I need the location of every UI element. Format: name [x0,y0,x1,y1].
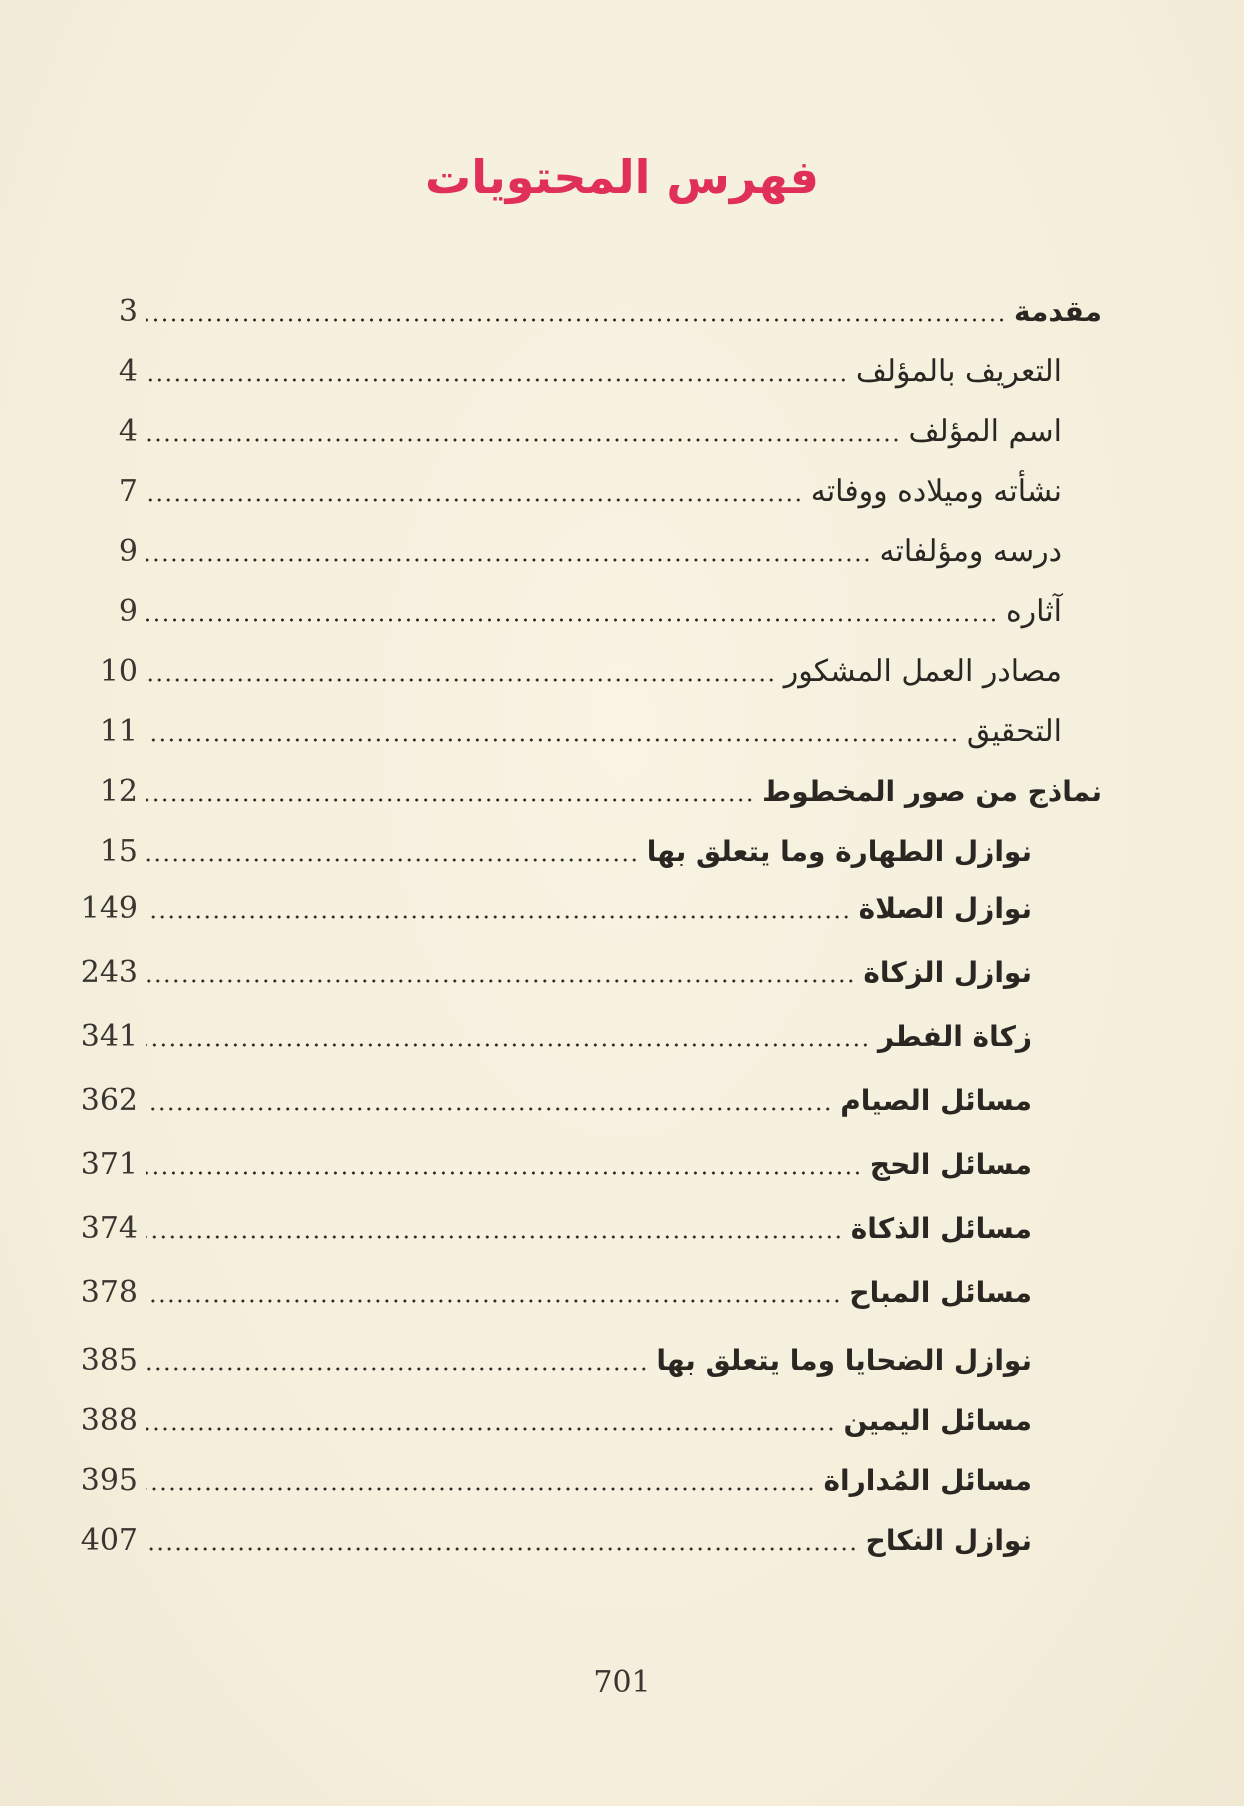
toc-entry [0,949,1244,997]
toc-entry-page-number: 7 [118,474,138,509]
toc-entry-page-number: 407 [80,1523,138,1558]
toc-dot-leader [146,678,776,682]
toc-entry-page-number: 385 [80,1343,138,1378]
toc-entry-page-number: 374 [80,1211,138,1246]
page-folio-number: 701 [593,1665,651,1700]
toc-entry-page-number: 12 [99,774,138,809]
toc-entry [0,528,1244,576]
toc-dot-leader [146,558,871,562]
toc-entry-page-number: 378 [80,1275,138,1310]
toc-entry [0,648,1244,696]
toc-entry-page-number: 388 [80,1403,138,1438]
toc-entry-title: مسائل الصيام [840,1084,1032,1117]
toc-entry-title: آثاره [1005,594,1062,629]
toc-entry-page-number: 371 [80,1147,138,1182]
toc-entry [0,588,1244,636]
toc-dot-leader [146,1043,870,1047]
toc-entry-title: مصادر العمل المشكور [783,654,1062,689]
toc-entry [0,468,1244,516]
toc-dot-leader [146,1547,858,1551]
toc-entry [0,1205,1244,1253]
toc-dot-leader [146,498,803,502]
toc-entry-title: نوازل الطهارة وما يتعلق بها [646,835,1032,868]
toc-entry [0,1457,1244,1505]
toc-dot-leader [146,1487,816,1491]
toc-entry-page-number: 3 [118,294,138,329]
toc-entry-page-number: 11 [99,714,138,749]
toc-entry [0,828,1244,876]
toc-dot-leader [146,438,901,442]
toc-dot-leader [146,979,855,983]
toc-entry-title: نماذج من صور المخطوط [762,775,1102,808]
toc-dot-leader [146,318,1006,322]
toc-dot-leader [146,1107,832,1111]
toc-entry-title: نوازل الضحايا وما يتعلق بها [656,1344,1032,1377]
toc-entry [0,1517,1244,1565]
toc-entry-title: مسائل المباح [849,1276,1032,1309]
toc-dot-leader [146,378,848,382]
toc-entry-title: التعريف بالمؤلف [855,354,1062,389]
toc-entry [0,885,1244,933]
toc-entry-title: مسائل الذكاة [850,1212,1032,1245]
toc-entry-page-number: 149 [80,891,138,926]
toc-entry-title: نشأته وميلاده ووفاته [810,474,1062,509]
toc-entry-title: نوازل النكاح [865,1524,1032,1557]
toc-entry [0,1397,1244,1445]
toc-entry [0,768,1244,816]
toc-entry-page-number: 4 [118,354,138,389]
toc-dot-leader [146,618,998,622]
toc-entry [0,348,1244,396]
toc-entry [0,708,1244,756]
toc-entry-title: مقدمة [1014,295,1102,328]
toc-entry-title: اسم المؤلف [908,414,1062,449]
toc-entry-page-number: 10 [99,654,138,689]
toc-dot-leader [146,738,959,742]
toc-dot-leader [146,1299,841,1303]
toc-entry-page-number: 9 [118,594,138,629]
toc-entry-page-number: 395 [80,1463,138,1498]
toc-entry-title: التحقيق [966,714,1062,749]
toc-entry [0,1013,1244,1061]
toc-dot-leader [146,858,639,862]
toc-entry-title: مسائل الحج [869,1148,1032,1181]
toc-dot-leader [146,915,851,919]
toc-entry [0,408,1244,456]
toc-entry-title: مسائل المُداراة [823,1464,1032,1497]
toc-entry [0,1141,1244,1189]
toc-entry-title: مسائل اليمين [843,1404,1032,1437]
toc-entry-title: درسه ومؤلفاته [879,534,1062,569]
toc-entry-title: زكاة الفطر [877,1020,1032,1053]
toc-dot-leader [146,1235,843,1239]
toc-entry [0,288,1244,336]
toc-entry [0,1077,1244,1125]
toc-dot-leader [146,798,754,802]
toc-entry-page-number: 243 [80,955,138,990]
toc-entry [0,1337,1244,1385]
toc-entry [0,1269,1244,1317]
page-title: فهرس المحتويات [424,150,819,204]
toc-entry-title: نوازل الزكاة [863,956,1032,989]
toc-entry-page-number: 341 [80,1019,138,1054]
toc-entry-page-number: 4 [118,414,138,449]
toc-entry-page-number: 9 [118,534,138,569]
toc-entry-title: نوازل الصلاة [858,892,1032,925]
toc-entry-page-number: 15 [99,834,138,869]
toc-dot-leader [146,1367,648,1371]
toc-dot-leader [146,1427,835,1431]
toc-entry-page-number: 362 [80,1083,138,1118]
toc-dot-leader [146,1171,862,1175]
